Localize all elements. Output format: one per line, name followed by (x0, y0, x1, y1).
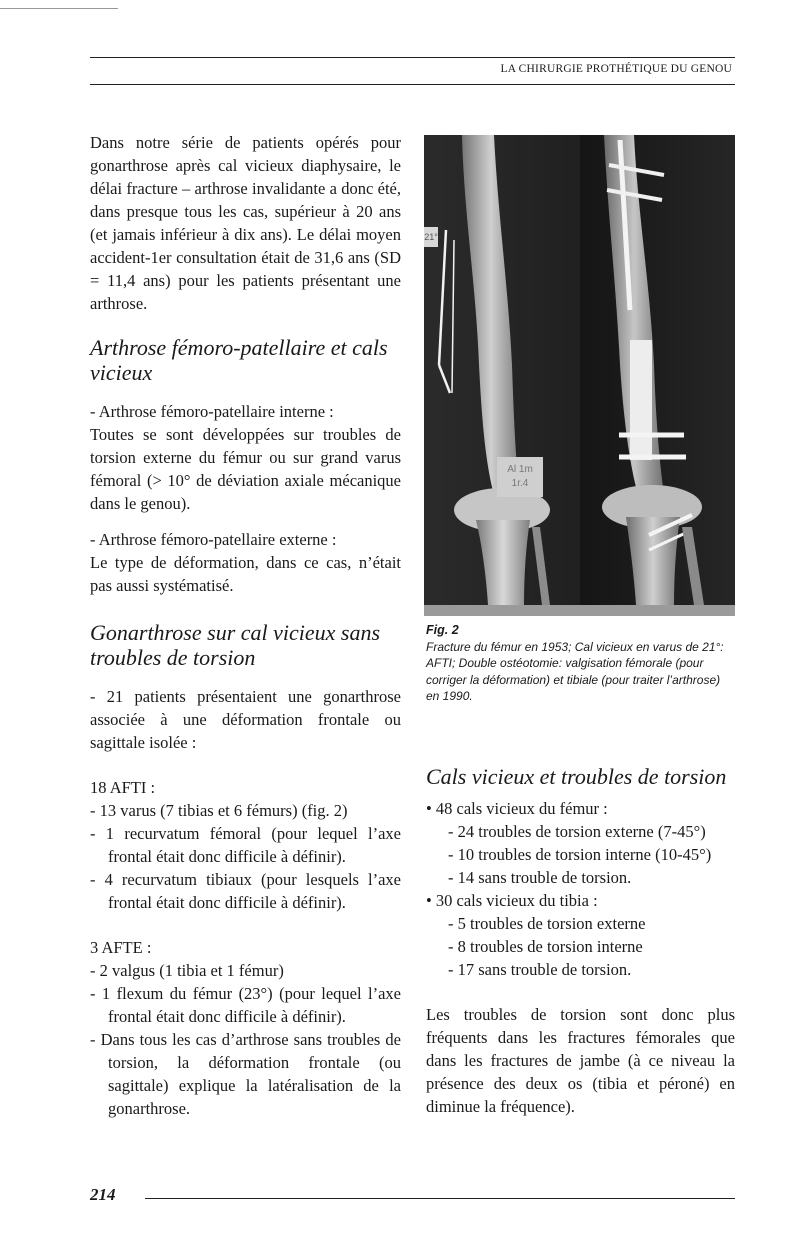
section-heading-femoro-patellaire: Arthrose fémoro-patellaire et cals vicieux (90, 335, 388, 385)
xray-illustration (424, 135, 735, 616)
fp-external-title: - Arthrose fémoro-patellaire externe : (90, 530, 337, 549)
section-heading-cals-vicieux: Cals vicieux et troubles de torsion (426, 764, 727, 789)
list-item: - 1 recurvatum fémoral (pour lequel l’axe frontal était donc difficile à définir). (90, 824, 401, 866)
header-rule (90, 57, 735, 58)
list-heading-tibia: • 30 cals vicieux du tibia : (426, 891, 598, 910)
marker-label-left: 21° (424, 227, 438, 247)
list-item: - 14 sans trouble de torsion. (448, 868, 632, 887)
footer-rule (145, 1198, 735, 1199)
radiograph-figure (424, 135, 735, 616)
list-item: - 2 valgus (1 tibia et 1 fémur) (90, 961, 284, 980)
list-item: - 24 troubles de torsion externe (7-45°) (448, 822, 706, 841)
intro-paragraph: Dans notre série de patients opérés pour gonarthrose après cal vicieux diaphysaire, le délai fracture – arthrose invalidante a donc été, dans presque tous les cas, supérieur à 20 ans (et jamais inférieur à dix ans). Le délai moyen accident-1er consultation était de 31,6 ans (SD = 11,4 ans) pour les patients présentant une arthrose. (90, 133, 401, 313)
fp-external-text: Le type de déformation, dans ce cas, n’était pas aussi systématisé. (90, 553, 401, 595)
figure-caption (426, 622, 735, 705)
section-heading-gonarthrose: Gonarthrose sur cal vicieux sans troubles de torsion (90, 620, 381, 670)
fp-internal-title: - Arthrose fémoro-patellaire interne : (90, 402, 334, 421)
list-item: - 17 sans trouble de torsion. (448, 960, 632, 979)
figure-caption-text: Fracture du fémur en 1953; Cal vicieux en varus de 21°: AFTI; Double ostéotomie: valgisation fémorale (pour corriger la déformation) et tibiale (pour traiter l’arthrose) en 1990. (426, 639, 724, 703)
list-item: - 1 flexum du fémur (23°) (pour lequel l’axe frontal était donc difficile à définir). (90, 984, 401, 1026)
top-edge-line (0, 8, 118, 9)
list-item: - 4 recurvatum tibiaux (pour lesquels l’axe frontal était donc difficile à définir). (90, 870, 401, 912)
page-number: 214 (90, 1185, 116, 1204)
list-heading-femur: • 48 cals vicieux du fémur : (426, 799, 608, 818)
gonarthrose-intro: - 21 patients présentaient une gonarthrose associée à une déformation frontale ou sagittale isolée : (90, 687, 401, 752)
marker-label-right: Al 1m 1r.4 (497, 457, 543, 497)
list-item: - Dans tous les cas d’arthrose sans troubles de torsion, la déformation frontale (ou sagittale) explique la latéralisation de la gonarthrose. (90, 1030, 401, 1118)
header-rule (90, 84, 735, 85)
afti-title: 18 AFTI : (90, 778, 156, 797)
list-item: - 10 troubles de torsion interne (10-45°) (448, 845, 712, 864)
figure-label: Fig. 2 (426, 623, 459, 637)
conclusion-paragraph: Les troubles de torsion sont donc plus fréquents dans les fractures fémorales que dans les fractures de jambe (à ce niveau la présence des deux os (tibia et péroné) en diminue la fréquence). (426, 1005, 735, 1116)
list-item: - 8 troubles de torsion interne (448, 937, 643, 956)
fp-internal-text: Toutes se sont développées sur troubles de torsion externe du fémur ou sur grand varus fémoral (> 10° de déviation axiale mécanique dans le genou). (90, 425, 401, 513)
right-column-list (426, 797, 735, 981)
left-column (90, 131, 401, 1120)
list-item: - 5 troubles de torsion externe (448, 914, 646, 933)
right-column-conclusion (426, 1003, 735, 1118)
running-title: LA CHIRURGIE PROTHÉTIQUE DU GENOU (500, 63, 732, 75)
afte-title: 3 AFTE : (90, 938, 152, 957)
list-item: - 13 varus (7 tibias et 6 fémurs) (fig. 2) (90, 801, 348, 820)
